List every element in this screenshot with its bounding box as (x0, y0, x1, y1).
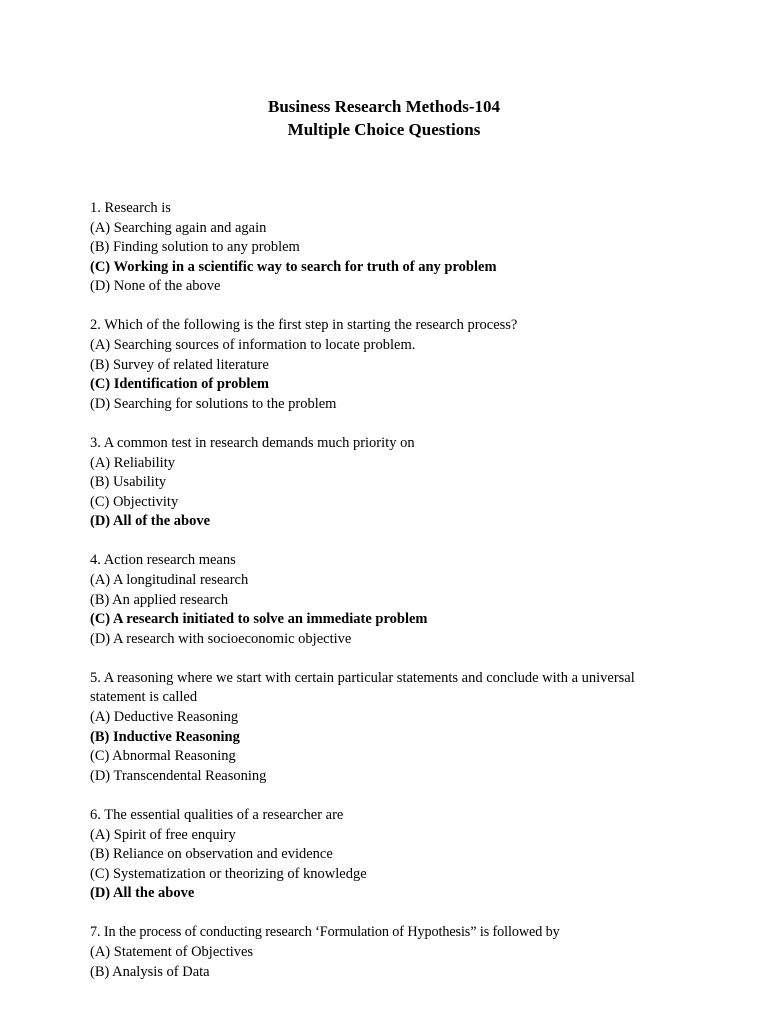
option-d: (D) A research with socioeconomic objective (90, 630, 352, 647)
option-b: (B) Finding solution to any problem (90, 239, 300, 256)
option-b: (B) An applied research (90, 591, 229, 608)
option-a: (A) Statement of Objectives (90, 944, 254, 960)
option-a: (A) Spirit of free enquiry (90, 826, 236, 843)
document-title: Business Research Methods-104 (267, 97, 501, 116)
option-b: (B) Reliance on observation and evidence (90, 846, 333, 863)
option-b: (B) Usability (90, 474, 167, 491)
question-stem: 6. The essential qualities of a researcher are (90, 806, 344, 823)
question-list (90, 199, 670, 1002)
question-4 (90, 551, 670, 649)
question-stem: 7. In the process of conducting research ‘Formulation of Hypothesis” is followed by (90, 924, 560, 941)
correct-answer-option-c: (C) Working in a scientific way to search for truth of any problem (90, 258, 497, 275)
option-c: (C) Objectivity (90, 493, 179, 510)
question-5 (90, 669, 670, 787)
option-d: (D) Searching for solutions to the problem (90, 395, 337, 412)
correct-answer-option-d: (D) All the above (90, 885, 195, 902)
correct-answer-option-d: (D) All of the above (90, 513, 211, 530)
option-b: (B) Analysis of Data (90, 963, 210, 980)
option-a: (A) Deductive Reasoning (90, 709, 239, 726)
option-b: (B) Survey of related literature (90, 356, 269, 373)
option-a: (A) A longitudinal research (90, 572, 249, 588)
option-a: (A) Searching again and again (90, 219, 267, 236)
question-stem: 5. A reasoning where we start with certain particular statements and conclude with a universal statement is called (90, 669, 635, 706)
question-3 (90, 434, 670, 532)
correct-answer-option-c: (C) A research initiated to solve an immediate problem (90, 611, 428, 628)
question-7 (90, 923, 670, 982)
question-6 (90, 806, 670, 904)
option-a: (A) Reliability (90, 454, 175, 471)
option-c: (C) Abnormal Reasoning (90, 748, 236, 765)
question-2 (90, 316, 670, 414)
question-stem: 3. A common test in research demands much priority on (90, 434, 415, 451)
question-stem: 1. Research is (90, 200, 171, 216)
question-stem: 2. Which of the following is the first step in starting the research process? (90, 317, 518, 334)
option-d: (D) Transcendental Reasoning (90, 767, 267, 784)
option-a: (A) Searching sources of information to locate problem. (90, 337, 416, 354)
question-stem: 4. Action research means (90, 552, 236, 569)
option-d: (D) None of the above (90, 278, 221, 295)
correct-answer-option-c: (C) Identification of problem (90, 376, 269, 393)
correct-answer-option-b: (B) Inductive Reasoning (90, 728, 240, 745)
question-1 (90, 199, 670, 297)
document-subtitle: Multiple Choice Questions (287, 120, 481, 139)
option-c: (C) Systematization or theorizing of knowledge (90, 865, 367, 882)
